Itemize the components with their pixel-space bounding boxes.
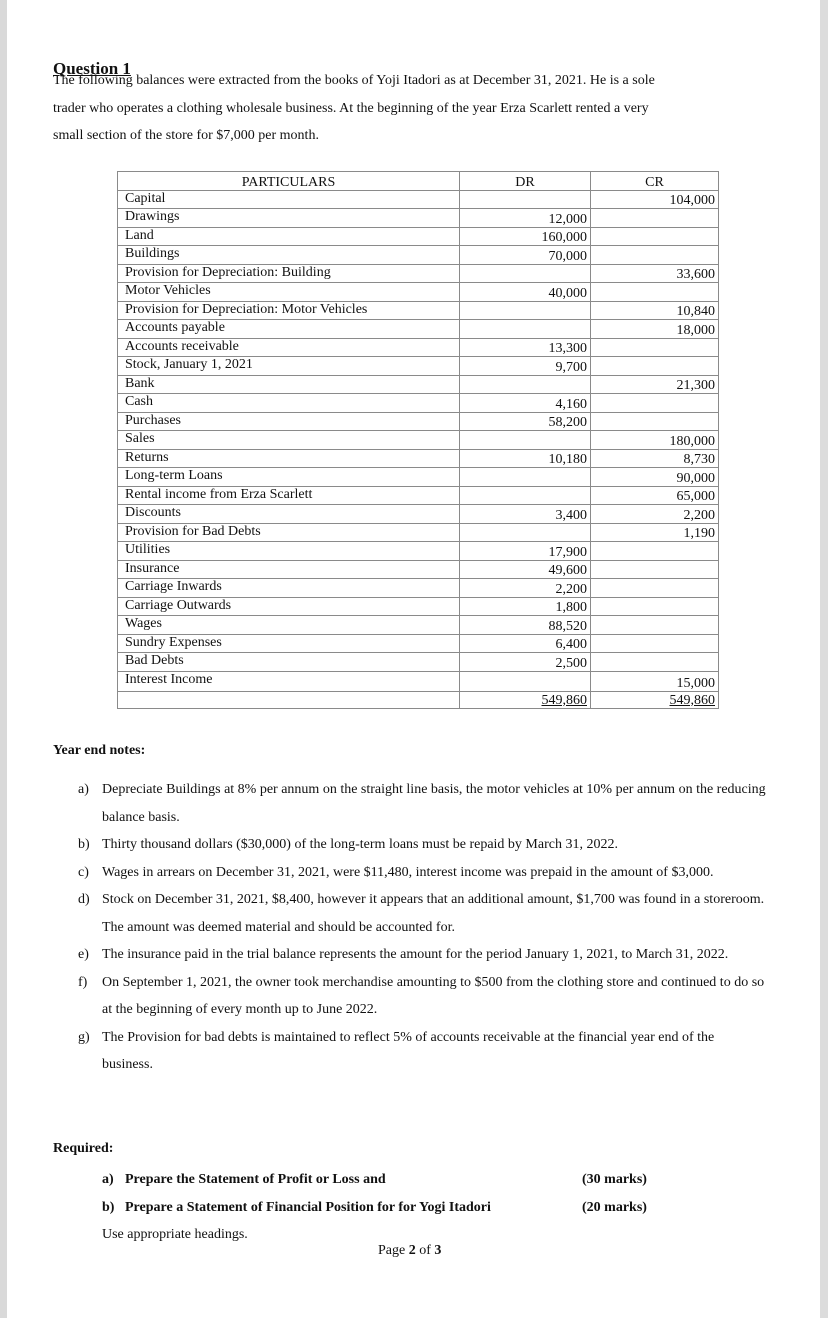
dr-cell: 88,520 <box>460 616 591 635</box>
required-item <box>102 1166 702 1194</box>
particulars-cell: Provision for Bad Debts <box>118 523 460 542</box>
particulars-cell: Sales <box>118 431 460 450</box>
cr-cell <box>591 246 719 265</box>
table-row <box>118 246 719 265</box>
note-item <box>78 1024 768 1079</box>
note-text: The insurance paid in the trial balance represents the amount for the period January 1, 2021, to March 31, 2022. <box>102 947 729 962</box>
table-row <box>118 227 719 246</box>
note-marker: e) <box>78 947 89 962</box>
total-label-cell <box>118 691 460 708</box>
note-marker: a) <box>78 782 89 797</box>
cr-cell: 104,000 <box>591 190 719 209</box>
cr-cell <box>591 542 719 561</box>
particulars-cell: Interest Income <box>118 671 460 691</box>
particulars-cell: Provision for Depreciation: Building <box>118 264 460 283</box>
note-text: Stock on December 31, 2021, $8,400, however it appears that an additional amount, $1,700 was found in a storeroom. The amount was deemed material and should be accounted for. <box>102 892 765 935</box>
particulars-cell: Stock, January 1, 2021 <box>118 357 460 376</box>
table-row <box>118 523 719 542</box>
cr-cell <box>591 616 719 635</box>
total-cr-value: 549,860 <box>669 692 715 708</box>
question-title: Question 1 <box>53 59 131 78</box>
cr-cell: 2,200 <box>591 505 719 524</box>
table-row <box>118 505 719 524</box>
page-mid: of <box>415 1243 435 1258</box>
particulars-cell: Cash <box>118 394 460 413</box>
dr-cell: 9,700 <box>460 357 591 376</box>
intro-line: The following balances were extracted from the books of Yoji Itadori as at December 31, 2021. He is a sole <box>53 73 655 88</box>
note-marker: g) <box>78 1029 90 1045</box>
particulars-cell: Utilities <box>118 542 460 561</box>
table-row <box>118 431 719 450</box>
cr-cell <box>591 412 719 431</box>
intro-paragraph-lines <box>53 67 655 150</box>
cr-cell: 10,840 <box>591 301 719 320</box>
table-row <box>118 542 719 561</box>
cr-cell: 8,730 <box>591 449 719 468</box>
required-heading: Required: <box>53 1141 114 1156</box>
dr-cell <box>460 468 591 487</box>
cr-cell <box>591 227 719 246</box>
table-row <box>118 264 719 283</box>
particulars-cell: Accounts payable <box>118 320 460 339</box>
particulars-cell: Drawings <box>118 209 460 228</box>
note-text: The Provision for bad debts is maintained to reflect 5% of accounts receivable at the financial year end of the business. <box>102 1029 715 1072</box>
cr-cell <box>591 579 719 598</box>
table-row <box>118 357 719 376</box>
dr-cell <box>460 264 591 283</box>
dr-cell: 12,000 <box>460 209 591 228</box>
particulars-cell: Capital <box>118 190 460 209</box>
note-item <box>78 969 768 1024</box>
note-text: Thirty thousand dollars ($30,000) of the long-term loans must be repaid by March 31, 2022. <box>102 837 618 852</box>
note-marker: d) <box>78 892 90 907</box>
particulars-cell: Discounts <box>118 505 460 524</box>
table-row <box>118 375 719 394</box>
dr-cell <box>460 190 591 209</box>
column-header-particulars: PARTICULARS <box>118 172 460 191</box>
column-header-dr: DR <box>460 172 591 191</box>
dr-cell <box>460 320 591 339</box>
table-row <box>118 209 719 228</box>
notes-list <box>78 776 768 1079</box>
table-row <box>118 394 719 413</box>
table-row <box>118 634 719 653</box>
required-item-marker: a) <box>102 1172 114 1187</box>
total-dr-cell <box>460 691 591 708</box>
dr-cell <box>460 523 591 542</box>
trial-balance-table <box>117 171 719 709</box>
page-number <box>378 1243 441 1259</box>
column-header-cr: CR <box>591 172 719 191</box>
table-row <box>118 579 719 598</box>
table-row <box>118 653 719 672</box>
dr-cell: 13,300 <box>460 338 591 357</box>
note-text: Depreciate Buildings at 8% per annum on the straight line basis, the motor vehicles at 10% per annum on the reducing balance basis. <box>102 782 766 825</box>
cr-cell: 33,600 <box>591 264 719 283</box>
table-header-row <box>118 172 719 191</box>
trial-balance-body <box>118 190 719 691</box>
note-text: On September 1, 2021, the owner took merchandise amounting to $500 from the clothing store and continued to do so at the beginning of every month up to June 2022. <box>102 974 765 1017</box>
dr-cell: 2,200 <box>460 579 591 598</box>
dr-cell: 58,200 <box>460 412 591 431</box>
cr-cell: 21,300 <box>591 375 719 394</box>
note-item <box>78 831 768 859</box>
particulars-cell: Long-term Loans <box>118 468 460 487</box>
dr-cell: 49,600 <box>460 560 591 579</box>
cr-cell: 15,000 <box>591 671 719 691</box>
dr-cell <box>460 301 591 320</box>
page-current: 2 <box>408 1243 416 1258</box>
note-marker: b) <box>78 837 90 852</box>
note-item <box>78 886 768 941</box>
dr-cell: 6,400 <box>460 634 591 653</box>
required-item-marker: b) <box>102 1199 115 1215</box>
cr-cell <box>591 634 719 653</box>
table-row <box>118 338 719 357</box>
table-row <box>118 597 719 616</box>
cr-cell <box>591 653 719 672</box>
cr-cell <box>591 338 719 357</box>
particulars-cell: Rental income from Erza Scarlett <box>118 486 460 505</box>
cr-cell <box>591 597 719 616</box>
dr-cell: 3,400 <box>460 505 591 524</box>
table-row <box>118 468 719 487</box>
table-row <box>118 190 719 209</box>
table-row <box>118 486 719 505</box>
note-marker: f) <box>78 974 88 990</box>
note-item <box>78 941 768 969</box>
dr-cell: 160,000 <box>460 227 591 246</box>
cr-cell <box>591 357 719 376</box>
dr-cell: 1,800 <box>460 597 591 616</box>
table-row <box>118 301 719 320</box>
required-item-text: Prepare a Statement of Financial Position for for Yogi Itadori <box>125 1199 491 1215</box>
cr-cell <box>591 394 719 413</box>
table-row <box>118 616 719 635</box>
required-item-marks: (20 marks) <box>582 1199 647 1215</box>
total-dr-value: 549,860 <box>541 692 587 708</box>
table-row <box>118 320 719 339</box>
table-row <box>118 412 719 431</box>
table-row <box>118 671 719 691</box>
dr-cell: 40,000 <box>460 283 591 302</box>
total-cr-cell <box>591 691 719 708</box>
required-item-marks: (30 marks) <box>582 1172 647 1187</box>
page-total: 3 <box>434 1243 442 1258</box>
particulars-cell: Provision for Depreciation: Motor Vehicles <box>118 301 460 320</box>
particulars-cell: Carriage Outwards <box>118 597 460 616</box>
particulars-cell: Sundry Expenses <box>118 634 460 653</box>
note-text: Wages in arrears on December 31, 2021, were $11,480, interest income was prepaid in the amount of $3,000. <box>102 864 714 880</box>
dr-cell: 4,160 <box>460 394 591 413</box>
dr-cell: 70,000 <box>460 246 591 265</box>
dr-cell <box>460 375 591 394</box>
table-total-row <box>118 691 719 708</box>
particulars-cell: Insurance <box>118 560 460 579</box>
table-row <box>118 560 719 579</box>
particulars-cell: Land <box>118 227 460 246</box>
particulars-cell: Wages <box>118 616 460 635</box>
cr-cell <box>591 283 719 302</box>
note-marker: c) <box>78 864 89 880</box>
required-item <box>102 1194 702 1222</box>
cr-cell: 90,000 <box>591 468 719 487</box>
page-prefix: Page <box>378 1243 409 1258</box>
notes-heading: Year end notes: <box>53 743 146 758</box>
table-row <box>118 283 719 302</box>
dr-cell <box>460 671 591 691</box>
dr-cell: 17,900 <box>460 542 591 561</box>
note-item <box>78 776 768 831</box>
particulars-cell: Bad Debts <box>118 653 460 672</box>
particulars-cell: Accounts receivable <box>118 338 460 357</box>
required-note: Use appropriate headings. <box>102 1227 248 1242</box>
particulars-cell: Carriage Inwards <box>118 579 460 598</box>
cr-cell: 18,000 <box>591 320 719 339</box>
dr-cell: 10,180 <box>460 449 591 468</box>
particulars-cell: Purchases <box>118 412 460 431</box>
particulars-cell: Bank <box>118 375 460 394</box>
cr-cell: 180,000 <box>591 431 719 450</box>
particulars-cell: Returns <box>118 449 460 468</box>
dr-cell <box>460 486 591 505</box>
required-item-text: Prepare the Statement of Profit or Loss and <box>125 1172 386 1187</box>
cr-cell <box>591 209 719 228</box>
dr-cell <box>460 431 591 450</box>
particulars-cell: Motor Vehicles <box>118 283 460 302</box>
table-row <box>118 449 719 468</box>
dr-cell: 2,500 <box>460 653 591 672</box>
intro-line: trader who operates a clothing wholesale business. At the beginning of the year Erza Scarlett rented a very <box>53 100 649 116</box>
note-item <box>78 859 768 887</box>
cr-cell: 1,190 <box>591 523 719 542</box>
cr-cell: 65,000 <box>591 486 719 505</box>
cr-cell <box>591 560 719 579</box>
intro-line: small section of the store for $7,000 per month. <box>53 128 319 143</box>
required-section <box>102 1166 702 1249</box>
particulars-cell: Buildings <box>118 246 460 265</box>
